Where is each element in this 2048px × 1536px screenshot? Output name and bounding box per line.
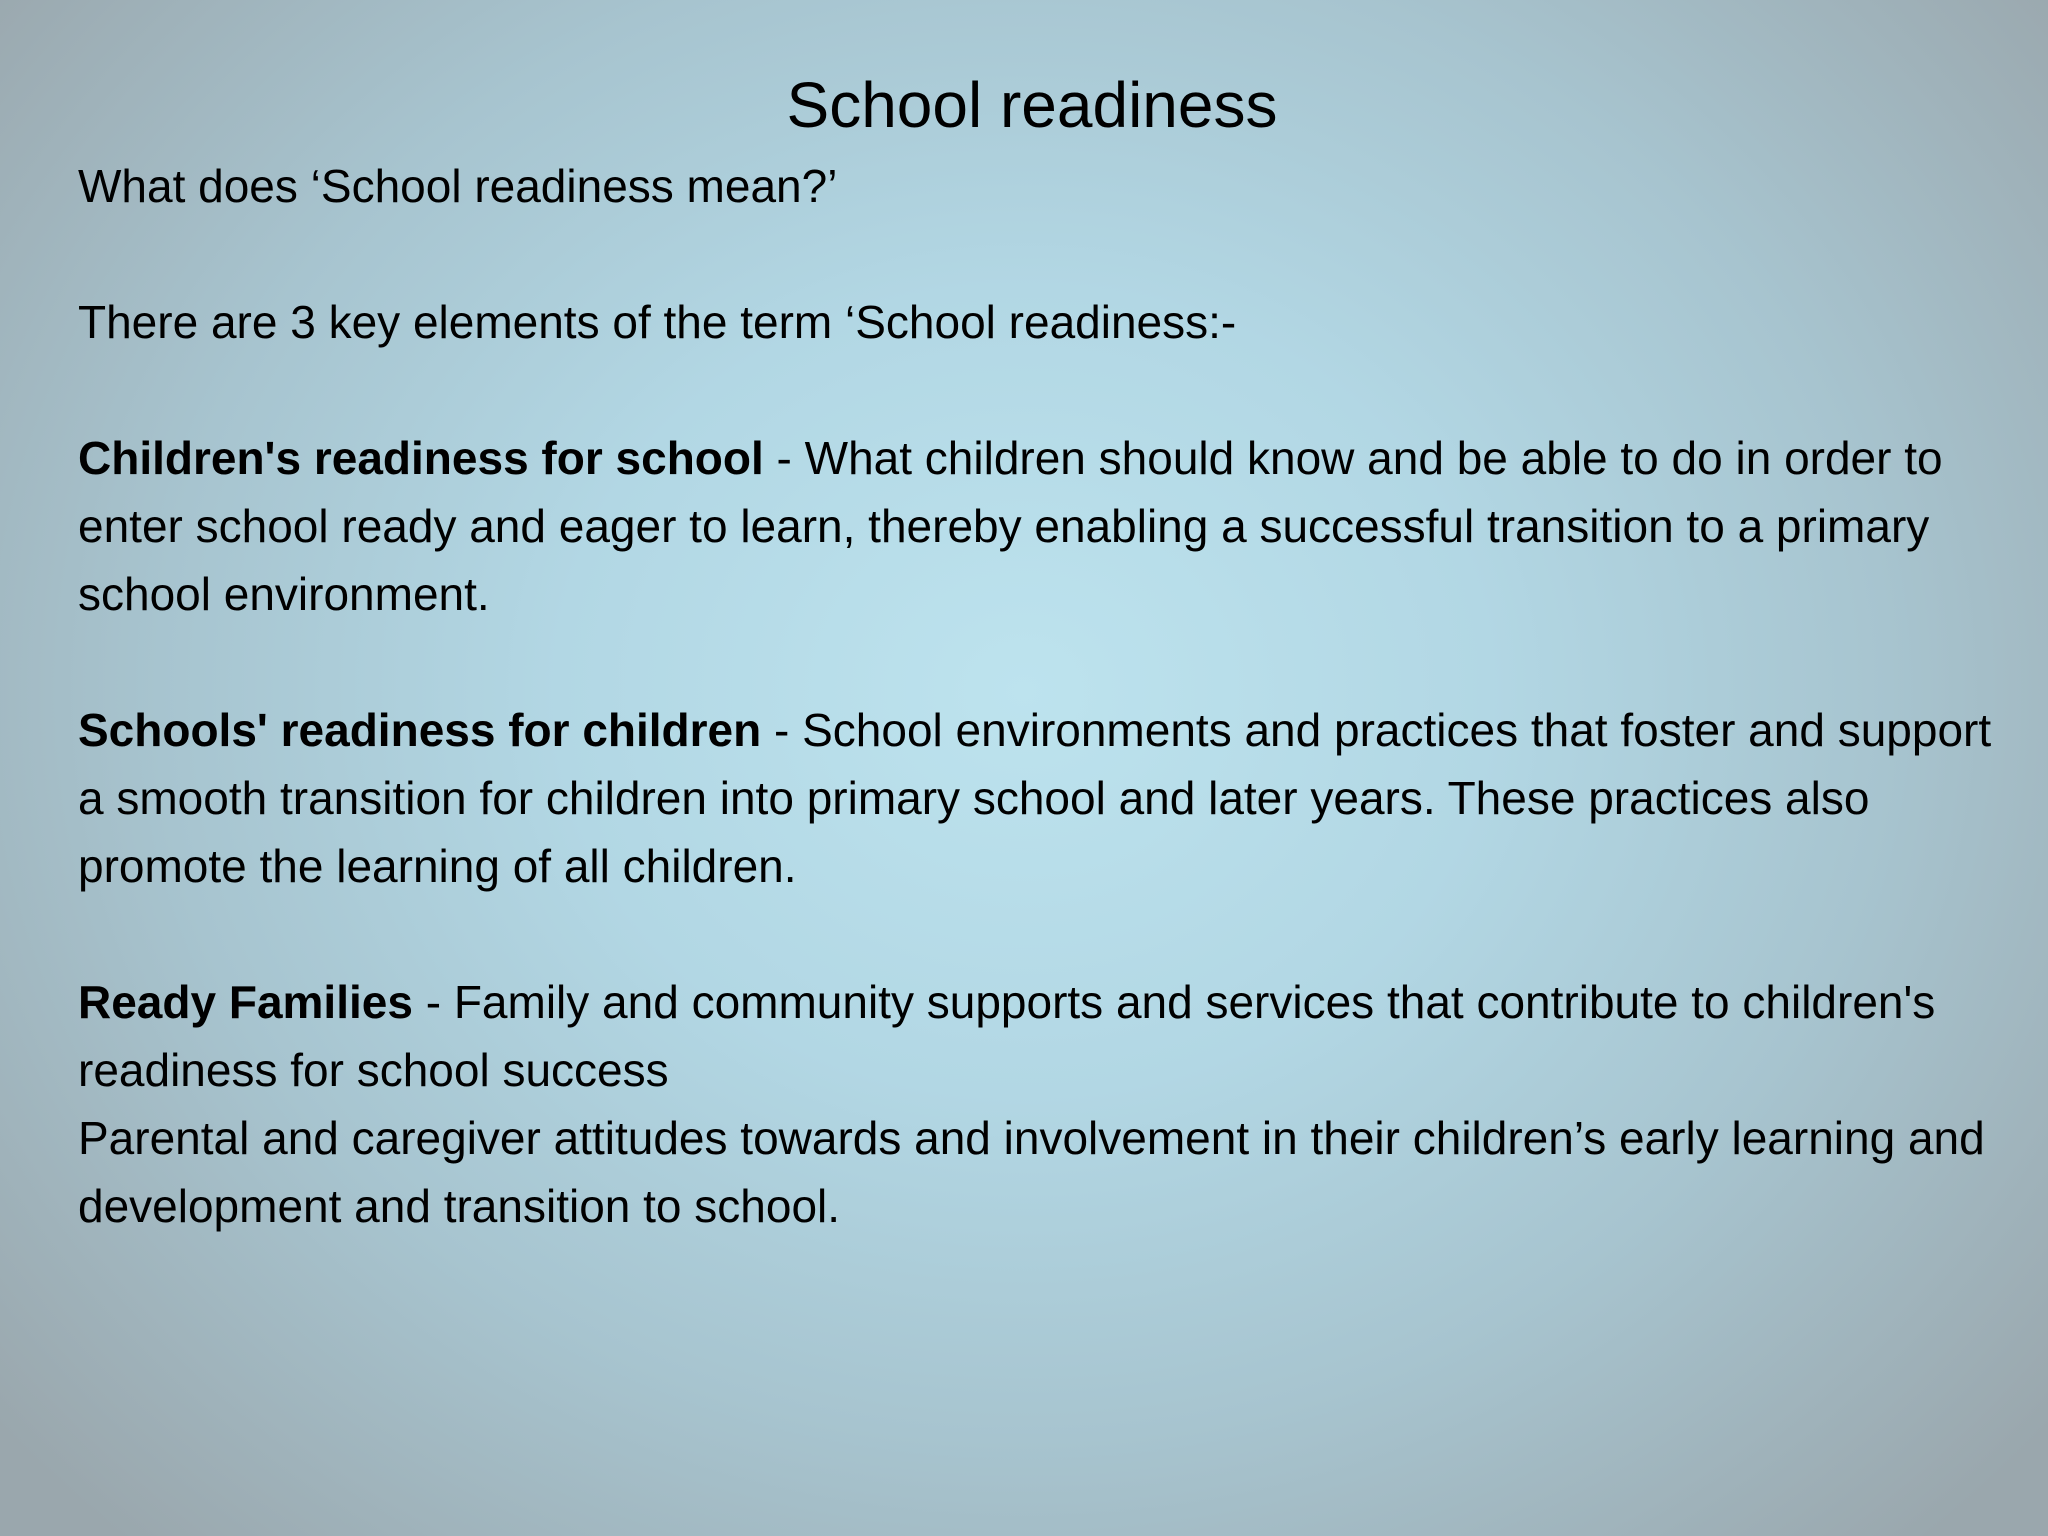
- element-children-readiness: [78, 424, 2018, 628]
- element-description: - What children should know and be able to do in order to enter school ready and eager to learn, thereby enabling a successful transition to a primary school environment.: [78, 432, 1943, 620]
- intro-text: There are 3 key elements of the term ‘School readiness:-: [78, 296, 1237, 348]
- slide-body: [78, 152, 2018, 1240]
- spacer: [78, 900, 2018, 968]
- spacer: [78, 356, 2018, 424]
- spacer: [78, 220, 2018, 288]
- element-ready-families-extra: Parental and caregiver attitudes towards and involvement in their children’s early learning and development and transition to school.: [78, 1112, 1985, 1232]
- slide-title: School readiness: [786, 69, 1278, 141]
- element-ready-families: [78, 968, 2018, 1104]
- element-description: - Family and community supports and services that contribute to children's readiness for school success: [78, 976, 1936, 1096]
- element-term: Ready Families: [78, 976, 413, 1028]
- element-term: Schools' readiness for children: [78, 704, 762, 756]
- element-description: - School environments and practices that foster and support a smooth transition for children into primary school and later years. These practices also promote the learning of all children.: [78, 704, 1992, 892]
- element-term: Children's readiness for school: [78, 432, 764, 484]
- spacer: [78, 628, 2018, 696]
- question-text: What does ‘School readiness mean?’: [78, 160, 838, 212]
- element-schools-readiness: [78, 696, 2018, 900]
